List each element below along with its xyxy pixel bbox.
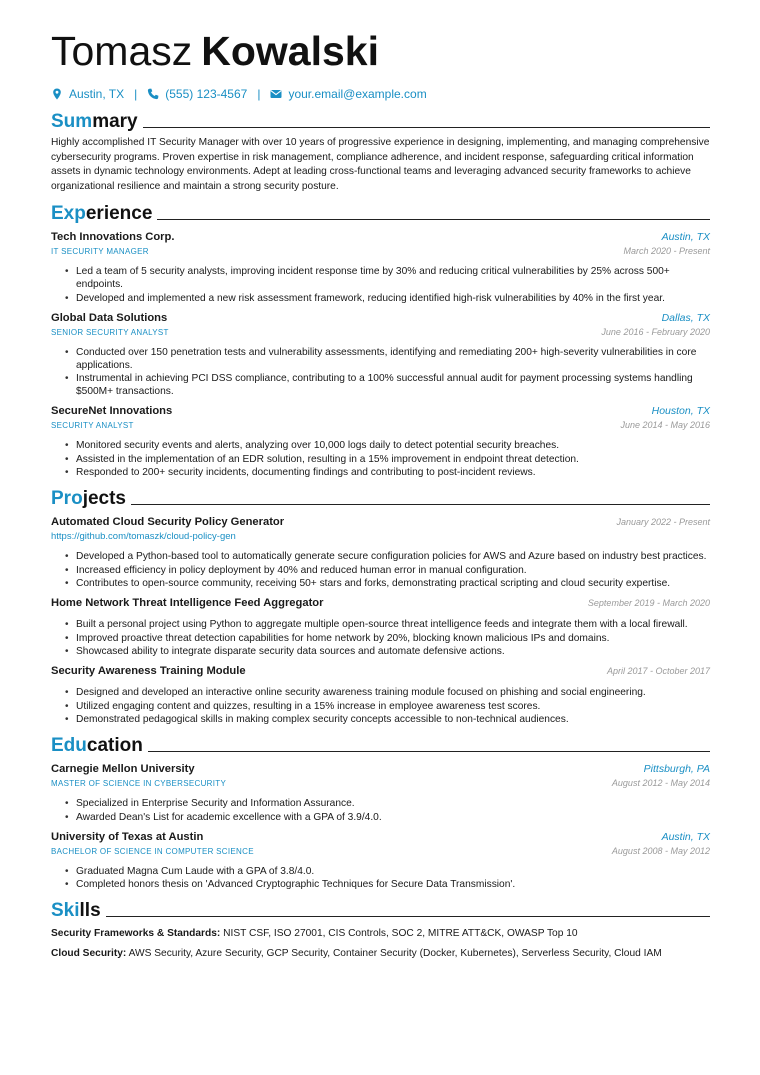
skill-values: AWS Security, Azure Security, GCP Security, Container Security (Docker, Kubernetes), Serverless Security, Cloud IAM — [128, 948, 662, 959]
education-entry — [51, 830, 710, 892]
education-dates: August 2012 - May 2014 — [611, 778, 710, 788]
employer-name: Global Data Solutions — [51, 311, 168, 324]
project-name: Automated Cloud Security Policy Generator — [51, 516, 285, 528]
bullet-item: • Graduated Magna Cum Laude with a GPA of 3.8/4.0. — [76, 865, 710, 878]
summary-heading — [51, 110, 710, 132]
skills-row — [51, 947, 710, 961]
section-divider — [148, 751, 710, 752]
envelope-icon — [270, 88, 282, 100]
project-link[interactable]: https://github.com/tomaszk/cloud-policy-gen — [51, 531, 236, 542]
project-name: Security Awareness Training Module — [51, 665, 246, 677]
project-dates: April 2017 - October 2017 — [606, 666, 710, 676]
skills-row — [51, 927, 710, 941]
bullet-item: • Responded to 200+ security incidents, documenting findings and contributing to post-incident reviews. — [76, 466, 710, 479]
last-name: Kowalski — [201, 28, 379, 74]
bullet-list — [51, 686, 710, 726]
job-title: SECURITY ANALYST — [51, 421, 134, 430]
skill-category: Security Frameworks & Standards: — [51, 928, 221, 939]
school-name: University of Texas at Austin — [51, 830, 204, 843]
bullet-item: • Developed and implemented a new risk assessment framework, reducing identified high-risk vulnerabilities by 40% in the first year. — [76, 292, 710, 305]
section-divider — [131, 504, 710, 505]
contact-phone[interactable] — [147, 87, 247, 101]
section-title: Projects — [51, 488, 126, 509]
section-title: Skills — [51, 900, 101, 921]
phone-text: (555) 123-4567 — [165, 87, 248, 101]
bullet-item: • Developed a Python-based tool to automatically generate secure configuration policies for AWS and Azure based on industry best practices. — [76, 550, 710, 563]
projects-heading — [51, 487, 710, 509]
candidate-name — [51, 28, 710, 74]
map-pin-icon — [51, 88, 63, 100]
bullet-item: • Assisted in the implementation of an EDR solution, resulting in a 15% improvement in endpoint threat detection. — [76, 453, 710, 466]
bullet-item: • Utilized engaging content and quizzes, resulting in a 15% increase in employee awareness test scores. — [76, 700, 710, 713]
bullet-item: • Demonstrated pedagogical skills in making complex security concepts accessible to non-technical audiences. — [76, 713, 710, 726]
education-entry — [51, 762, 710, 824]
job-location: Austin, TX — [661, 231, 710, 243]
job-dates: March 2020 - Present — [623, 246, 710, 256]
bullet-list — [51, 865, 710, 892]
employer-name: Tech Innovations Corp. — [51, 231, 175, 243]
bullet-list — [51, 439, 710, 479]
bullet-item: • Showcased ability to integrate disparate security data sources and automate defensive actions. — [76, 645, 710, 658]
job-location: Dallas, TX — [661, 311, 710, 324]
bullet-list — [51, 265, 710, 305]
experience-entry — [51, 230, 710, 305]
bullet-item: • Conducted over 150 penetration tests and vulnerability assessments, identifying and remediating 200+ high-severity vulnerabilities in core applications. — [76, 346, 710, 372]
bullet-item: • Specialized in Enterprise Security and Information Assurance. — [76, 797, 710, 810]
job-location: Houston, TX — [651, 405, 710, 417]
skills-heading — [51, 899, 710, 921]
bullet-item: • Awarded Dean's List for academic excellence with a GPA of 3.9/4.0. — [76, 811, 710, 824]
contact-bar — [51, 86, 710, 102]
job-dates: June 2016 - February 2020 — [601, 326, 710, 337]
bullet-item: • Contributes to open-source community, receiving 50+ stars and forks, demonstrating practical scripting and cloud security expertise. — [76, 577, 710, 590]
first-name: Tomasz — [51, 28, 193, 74]
experience-entry — [51, 404, 710, 479]
job-title: IT SECURITY MANAGER — [51, 247, 149, 256]
school-location: Pittsburgh, PA — [643, 763, 710, 775]
section-title: Experience — [51, 203, 153, 224]
job-title: SENIOR SECURITY ANALYST — [51, 327, 169, 337]
section-title: Education — [51, 735, 143, 756]
bullet-item: • Increased efficiency in policy deployment by 40% and reduced human error in manual configuration. — [76, 564, 710, 577]
bullet-list — [51, 797, 710, 824]
experience-entry — [51, 311, 710, 399]
bullet-item: • Instrumental in achieving PCI DSS compliance, contributing to a 100% successful annual audit for payment processing systems handling $500M+ transactions. — [76, 372, 710, 398]
section-divider — [143, 127, 710, 128]
experience-heading — [51, 202, 710, 224]
section-title: Summary — [51, 111, 138, 132]
job-dates: June 2014 - May 2016 — [620, 420, 710, 430]
bullet-item: • Improved proactive threat detection capabilities for home network by 20%, blocking known malicious IPs and domains. — [76, 632, 710, 645]
project-dates: September 2019 - March 2020 — [587, 598, 710, 608]
school-name: Carnegie Mellon University — [51, 763, 195, 775]
degree-name: MASTER OF SCIENCE IN CYBERSECURITY — [51, 779, 227, 788]
summary-text: Highly accomplished IT Security Manager with over 10 years of progressive experience in designing, implementing, and managing comprehensive cybersecurity programs. Proven expertise in risk management, compliance adherence, and incident response, safeguarding critical information assets in dynamic technology environments. Adept at leading cross-functional teams and leveraging advanced security frameworks to achieve organizational resilience and maintain a strong security posture. — [51, 137, 710, 192]
email-text: your.email@example.com — [288, 87, 427, 101]
bullet-list — [51, 618, 710, 658]
bullet-item: • Completed honors thesis on 'Advanced Cryptographic Techniques for Secure Data Transmission'. — [76, 878, 710, 891]
bullet-item: • Designed and developed an interactive online security awareness training module focused on phishing and social engineering. — [76, 686, 710, 699]
bullet-list — [51, 550, 710, 590]
contact-email[interactable] — [270, 87, 426, 101]
contact-separator: | — [257, 87, 261, 101]
education-heading — [51, 734, 710, 756]
project-entry — [51, 515, 710, 590]
skill-category: Cloud Security: — [51, 948, 127, 959]
section-divider — [106, 916, 710, 917]
project-dates: January 2022 - Present — [616, 517, 710, 527]
education-dates: August 2008 - May 2012 — [611, 845, 710, 856]
school-location: Austin, TX — [661, 830, 710, 843]
project-entry — [51, 596, 710, 658]
project-entry — [51, 664, 710, 726]
degree-name: BACHELOR OF SCIENCE IN COMPUTER SCIENCE — [51, 846, 254, 856]
location-text: Austin, TX — [69, 87, 125, 101]
contact-separator: | — [134, 87, 138, 101]
bullet-item: • Led a team of 5 security analysts, improving incident response time by 30% and reducing critical vulnerabilities by 25% across 500+ endpoints. — [76, 265, 710, 291]
phone-icon — [147, 88, 159, 100]
contact-location — [51, 87, 124, 101]
bullet-list — [51, 346, 710, 399]
bullet-item: • Built a personal project using Python to aggregate multiple open-source threat intelligence feeds and integrate them with a local firewall. — [76, 618, 710, 631]
bullet-item: • Monitored security events and alerts, analyzing over 10,000 logs daily to detect potential security breaches. — [76, 439, 710, 452]
project-name: Home Network Threat Intelligence Feed Aggregator — [51, 597, 324, 609]
section-divider — [157, 219, 710, 220]
employer-name: SecureNet Innovations — [51, 405, 173, 417]
skill-values: NIST CSF, ISO 27001, CIS Controls, SOC 2, MITRE ATT&CK, OWASP Top 10 — [223, 928, 578, 939]
